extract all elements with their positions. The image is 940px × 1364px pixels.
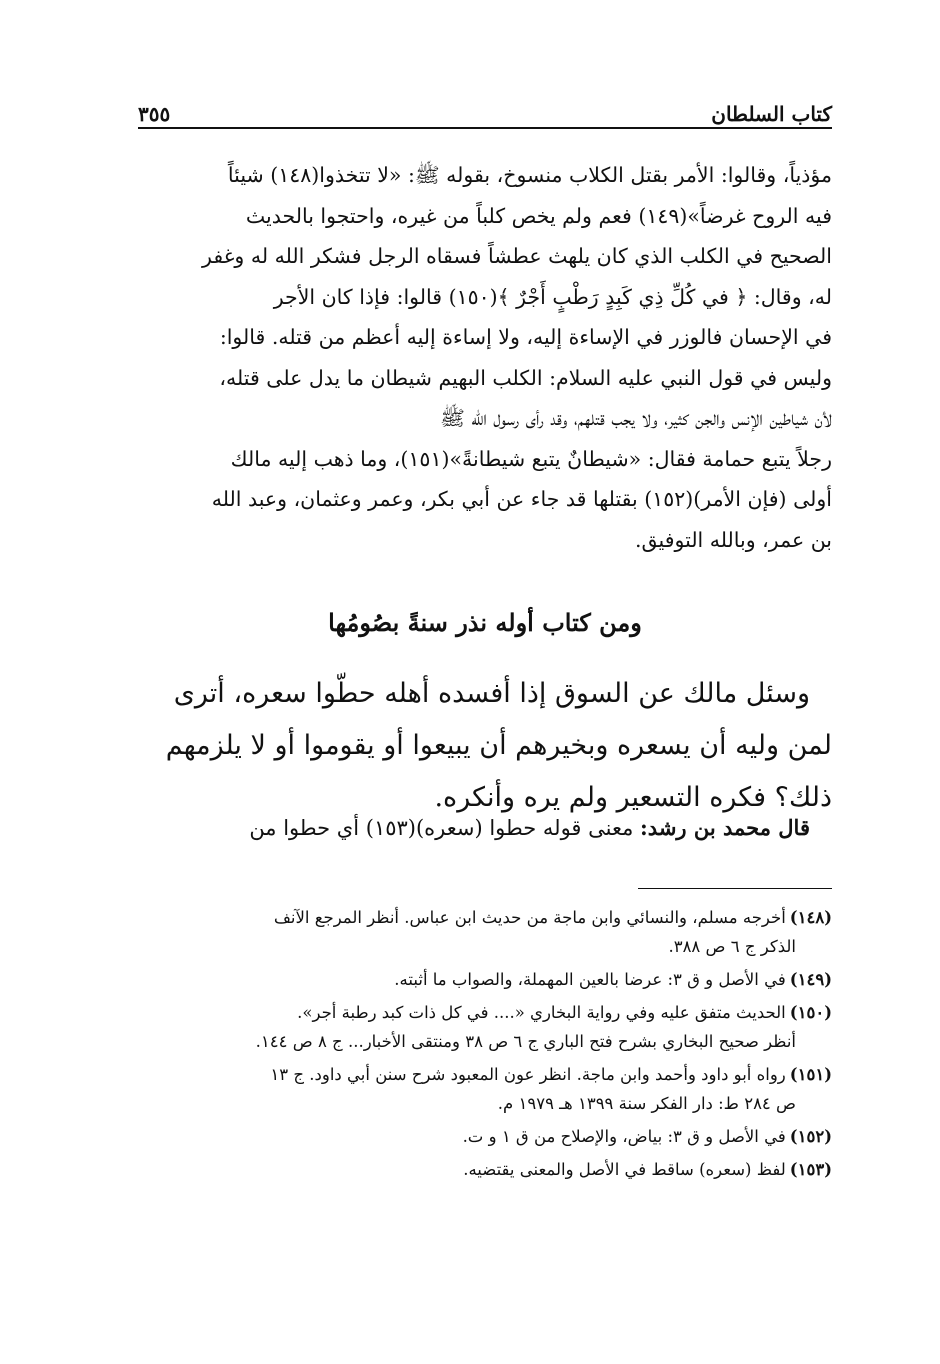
header-rule bbox=[138, 127, 832, 129]
section-heading: ومن كتاب أوله نذر سنةً بصُومُها bbox=[328, 608, 642, 637]
commentary-text: معنى قوله حطوا (سعره)(١٥٣) أي حطوا من bbox=[249, 816, 641, 840]
footnote-text: رواه أبو داود وأحمد وابن ماجة. انظر عون المعبود شرح سنن أبي داود. ج ١٣ bbox=[270, 1065, 786, 1084]
footnote bbox=[138, 1155, 832, 1184]
footnote-number: (١٥٢) bbox=[789, 1127, 832, 1146]
page-number: ٣٥٥ bbox=[138, 102, 171, 126]
footnote-continuation: أنظر صحيح البخاري بشرح فتح الباري ج ٦ ص ٣٨ ومنتقى الأخبار... ج ٨ ص ١٤٤. bbox=[255, 1032, 796, 1051]
footnote-number: (١٥٠) bbox=[789, 1003, 832, 1022]
text-line: رجلاً يتبع حمامة فقال: «شيطانٌ يتبع شيطانةً»(١٥١)، وما ذهب إليه مالك bbox=[230, 446, 832, 471]
text-line: وسئل مالك عن السوق إذا أفسده أهله حطّوا سعره، أترى bbox=[173, 678, 810, 709]
footnote-continuation: الذكر ج ٦ ص ٣٨٨. bbox=[668, 937, 796, 956]
text-line: بن عمر، وبالله التوفيق. bbox=[634, 527, 832, 552]
text-line: الصحيح في الكلب الذي كان يلهث عطشاً فسقاه الرجل فشكر الله له وغفر bbox=[202, 244, 832, 268]
commentary-paragraph bbox=[138, 808, 832, 848]
text-line: أولى (فإن الأمر)(١٥٢) بقتلها قد جاء عن أبي بكر، وعمر وعثمان، وعبد الله bbox=[211, 487, 832, 511]
footnote-number: (١٤٩) bbox=[789, 970, 832, 989]
footnote-number: (١٥١) bbox=[789, 1065, 832, 1084]
footnote bbox=[138, 1060, 832, 1118]
running-head bbox=[138, 96, 832, 126]
footnote bbox=[138, 998, 832, 1056]
footnote bbox=[138, 965, 832, 994]
footnote-continuation: ص ٢٨٤ ط: دار الفكر سنة ١٣٩٩ هـ ١٩٧٩ م. bbox=[497, 1094, 796, 1113]
text-line: له، وقال: ﴿ في كُلِّ ذِي كَبِدٍ رَطْبٍ أَجْرٌ ﴾(١٥٠) قالوا: فإذا كان الأجر bbox=[273, 284, 832, 309]
footnotes bbox=[138, 903, 832, 1188]
footnote-text: في الأصل و ق ٣: بياض، والإصلاح من ق ١ و ت. bbox=[462, 1127, 786, 1146]
text-line: لمن وليه أن يسعره وبخيرهم أن يبيعوا أو يقوموا أو لا يلزمهم bbox=[165, 730, 832, 761]
commentator-label: قال محمد بن رشد: bbox=[640, 815, 810, 840]
chapter-title: كتاب السلطان bbox=[711, 102, 832, 126]
text-line: ذلك؟ فكره التسعير ولم يره وأنكره. bbox=[434, 782, 832, 813]
text-line: لأن شياطين الإنس والجن كثير، ولا يجب قتلهم، وقد رأى رسول الله ﷺ bbox=[440, 406, 832, 430]
main-paragraph-2 bbox=[138, 668, 832, 824]
text-line: مؤذياً، وقالوا: الأمر بقتل الكلاب منسوخ، بقوله ﷺ: «لا تتخذوا(١٤٨) شيئاً bbox=[227, 163, 832, 187]
footnote-number: (١٤٨) bbox=[789, 908, 832, 927]
footnote bbox=[138, 1122, 832, 1151]
footnote-text: لفظ (سعره) ساقط في الأصل والمعنى يقتضيه. bbox=[463, 1160, 786, 1179]
text-line: وليس في قول النبي عليه السلام: الكلب البهيم شيطان ما يدل على قتله، bbox=[219, 365, 832, 390]
text-line: فيه الروح غرضاً»(١٤٩) فعم ولم يخص كلباً من غيره، واحتجوا بالحديث bbox=[245, 203, 832, 228]
text-line: في الإحسان فالوزر في الإساءة إليه، ولا إساءة إليه أعظم من قتله. قالوا: bbox=[219, 325, 832, 349]
footnote-text: أخرجه مسلم، والنسائي وابن ماجة من حديث ابن عباس. أنظر المرجع الآنف bbox=[273, 908, 786, 927]
main-paragraph-1 bbox=[138, 155, 832, 560]
footnote-number: (١٥٣) bbox=[789, 1160, 832, 1179]
footnote-text: الحديث متفق عليه وفي رواية البخاري «.... في كل ذات كبد رطبة أجر». bbox=[297, 1003, 786, 1022]
footnote-separator bbox=[638, 888, 832, 889]
footnote-text: في الأصل و ق ٣: عرضا بالعين المهملة، والصواب ما أثبته. bbox=[394, 970, 786, 989]
footnote bbox=[138, 903, 832, 961]
